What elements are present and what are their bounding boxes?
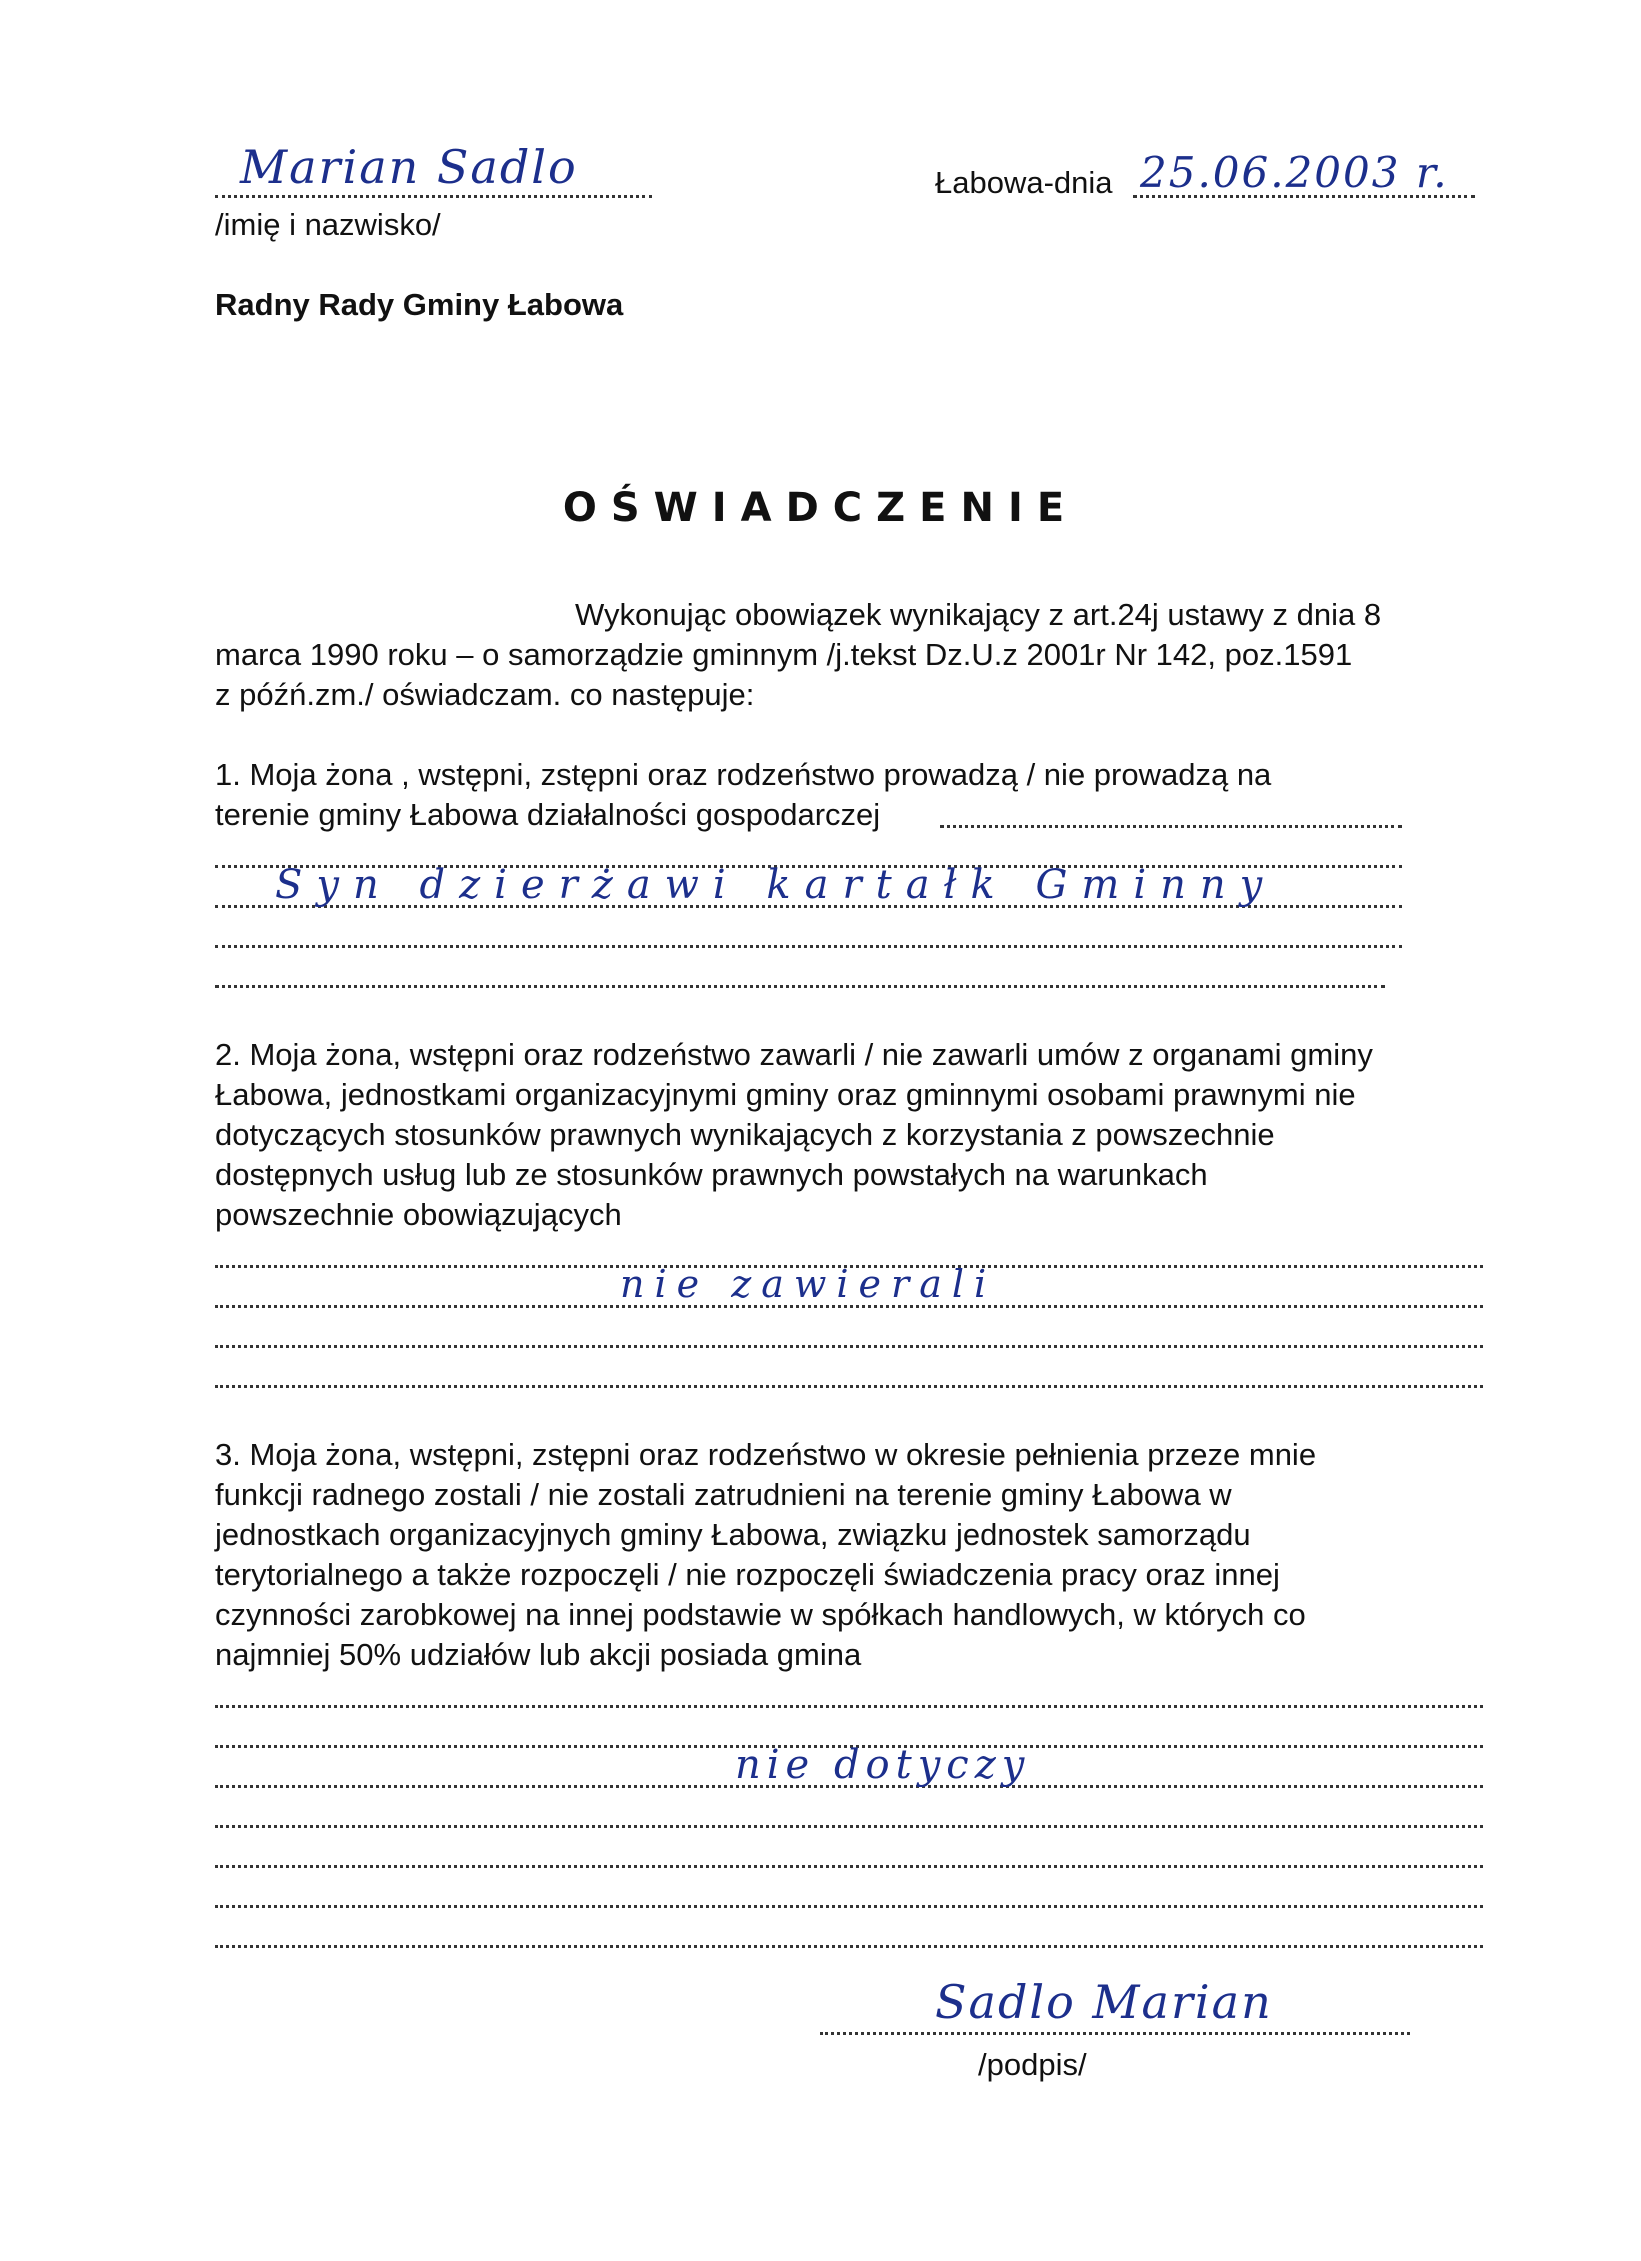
section3-line-6: najmniej 50% udziałów lub akcji posiada gmina	[215, 1637, 862, 1672]
document-title: OŚWIADCZENIE	[562, 485, 1079, 531]
signature-dotted-line	[820, 2032, 1410, 2035]
signature-handwritten: Sadlo Marian	[935, 1975, 1273, 2029]
section3-dotted-line	[215, 1825, 1483, 1828]
section1-dotted-line	[215, 985, 1385, 988]
intro-line-1: Wykonując obowiązek wynikający z art.24j ustawy z dnia 8	[575, 597, 1382, 632]
name-dotted-line	[215, 195, 652, 198]
section2-line-5: powszechnie obowiązujących	[215, 1197, 622, 1232]
section3-line-3: jednostkach organizacyjnych gminy Łabowa, związku jednostek samorządu	[215, 1517, 1251, 1552]
section3-line-5: czynności zarobkowej na innej podstawie w spółkach handlowych, w których co	[215, 1597, 1306, 1632]
section3-line-2: funkcji radnego zostali / nie zostali zatrudnieni na terenie gminy Łabowa w	[215, 1477, 1232, 1512]
section3-dotted-line	[215, 1865, 1483, 1868]
intro-line-2: marca 1990 roku – o samorządzie gminnym /j.tekst Dz.U.z 2001r Nr 142, poz.1591	[215, 637, 1353, 672]
name-handwritten: Marian Sadlo	[240, 140, 578, 194]
name-caption: /imię i nazwisko/	[215, 207, 441, 242]
section1-line-1: 1. Moja żona , wstępni, zstępni oraz rodzeństwo prowadzą / nie prowadzą na	[215, 757, 1272, 792]
signature-caption: /podpis/	[978, 2047, 1087, 2082]
section3-line-4: terytorialnego a także rozpoczęli / nie rozpoczęli świadczenia pracy oraz innej	[215, 1557, 1280, 1592]
section1-dotted-line	[215, 945, 1402, 948]
councillor-role: Radny Rady Gminy Łabowa	[215, 287, 624, 322]
section2-answer-handwritten: nie zawierali	[620, 1262, 997, 1306]
section3-dotted-line	[215, 1945, 1483, 1948]
section3-line-1: 3. Moja żona, wstępni, zstępni oraz rodzeństwo w okresie pełnienia przeze mnie	[215, 1437, 1317, 1472]
intro-line-3: z późń.zm./ oświadczam. co następuje:	[215, 677, 755, 712]
section3-answer-handwritten: nie dotyczy	[735, 1742, 1031, 1788]
section1-answer-handwritten: Syn dzierżawi kartałk Gminny	[275, 862, 1277, 908]
section3-dotted-line	[215, 1705, 1483, 1708]
section2-line-1: 2. Moja żona, wstępni oraz rodzeństwo zawarli / nie zawarli umów z organami gminy	[215, 1037, 1373, 1072]
date-handwritten: 25.06.2003 r.	[1140, 148, 1449, 197]
place-date-label: Łabowa-dnia	[935, 165, 1113, 200]
section2-line-2: Łabowa, jednostkami organizacyjnymi gminy oraz gminnymi osobami prawnymi nie	[215, 1077, 1356, 1112]
section2-dotted-line	[215, 1345, 1483, 1348]
section1-line-2: terenie gminy Łabowa działalności gospodarczej	[215, 797, 881, 832]
section2-line-3: dotyczących stosunków prawnych wynikających z korzystania z powszechnie	[215, 1117, 1275, 1152]
section3-dotted-line	[215, 1905, 1483, 1908]
section1-dotted-line	[940, 825, 1402, 828]
section2-dotted-line	[215, 1385, 1483, 1388]
section2-line-4: dostępnych usług lub ze stosunków prawnych powstałych na warunkach	[215, 1157, 1208, 1192]
